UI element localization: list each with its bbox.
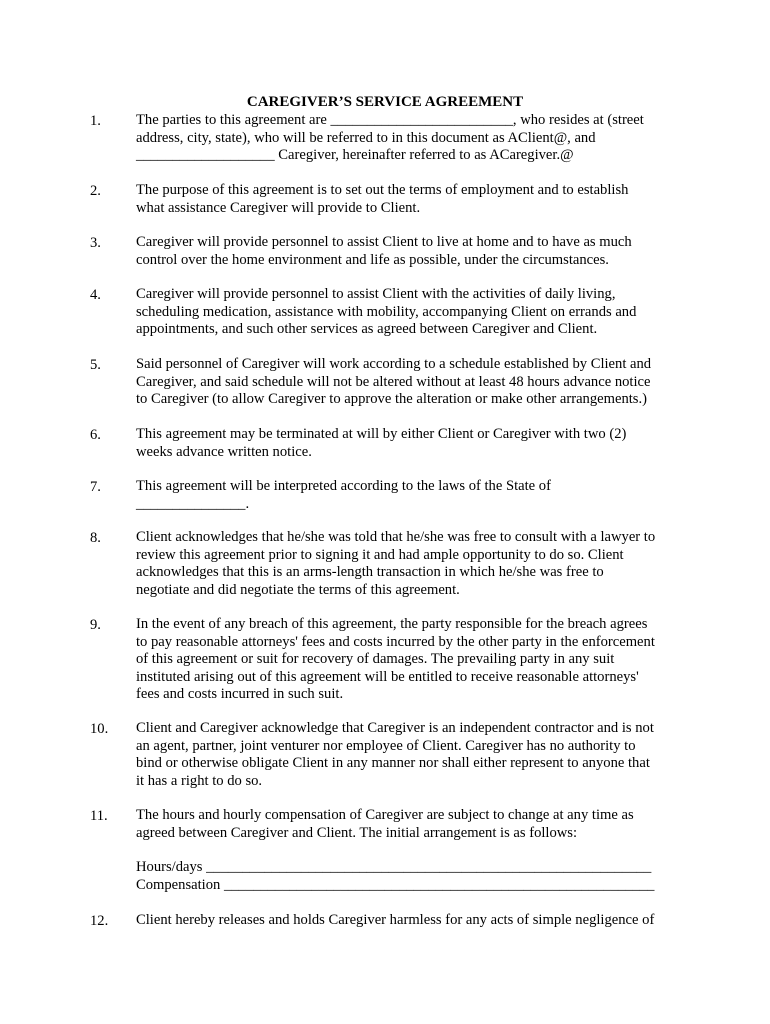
clause-line: appointments, and such other services as agreed between Caregiver and Client. <box>136 321 598 338</box>
clause-text <box>136 112 696 165</box>
clause-line: control over the home environment and life as possible, under the circumstances. <box>136 251 609 268</box>
clause-line: Client acknowledges that he/she was told that he/she was free to consult with a lawyer to <box>136 529 656 545</box>
clause-line: to pay reasonable attorneys' fees and costs incurred by the other party in the enforcement <box>136 633 655 650</box>
clause-number: 1. <box>90 113 101 129</box>
clause-text <box>136 234 696 269</box>
clause-text <box>136 616 696 704</box>
clause-line: agreed between Caregiver and Client. The initial arrangement is as follows: <box>136 824 578 841</box>
clause-line: This agreement may be terminated at will by either Client or Caregiver with two (2) <box>136 426 627 442</box>
clause-number: 6. <box>90 427 101 443</box>
clause-line: The parties to this agreement are _________________________, who resides at (street <box>136 112 644 128</box>
clause-line: negotiate and did negotiate the terms of this agreement. <box>136 581 460 598</box>
document-title: CAREGIVER’S SERVICE AGREEMENT <box>246 94 524 110</box>
clause-number: 3. <box>90 235 101 251</box>
clause-line: it has a right to do so. <box>136 772 263 789</box>
clause-text <box>136 529 696 599</box>
clause-line: fees and costs incurred in such suit. <box>136 686 344 703</box>
clause-line: The hours and hourly compensation of Caregiver are subject to change at any time as <box>136 807 634 823</box>
clause-text <box>136 807 696 842</box>
clause-text <box>136 720 696 790</box>
clause-line: Caregiver, and said schedule will not be altered without at least 48 hours advance notice <box>136 373 651 390</box>
clause-line: Caregiver will provide personnel to assist Client with the activities of daily living, <box>136 286 616 302</box>
hours-days-field[interactable]: Hours/days _____________________________________________________________ <box>136 859 652 875</box>
clause-text <box>136 356 696 409</box>
clause-text <box>136 478 696 513</box>
clause-line: weeks advance written notice. <box>136 443 312 460</box>
clause-line: scheduling medication, assistance with mobility, accompanying Client on errands and <box>136 303 637 320</box>
clause-text <box>136 286 696 339</box>
clause-line: an agent, partner, joint venturer nor employee of Client. Caregiver has no authority to <box>136 737 636 754</box>
clause-number: 2. <box>90 183 101 199</box>
compensation-field[interactable]: Compensation ___________________________________________________________ <box>136 876 655 893</box>
clause-number: 4. <box>90 287 101 303</box>
clause-line: The purpose of this agreement is to set out the terms of employment and to establish <box>136 182 629 198</box>
clause-line: instituted arising out of this agreement will be entitled to receive reasonable attorneys' <box>136 668 639 685</box>
clause-line: to Caregiver (to allow Caregiver to approve the alteration or make other arrangements.) <box>136 391 647 408</box>
clause-line: bind or otherwise obligate Client in any manner nor shall either represent to anyone that <box>136 755 650 772</box>
clause-line: review this agreement prior to signing it and had ample opportunity to do so. Client <box>136 546 624 563</box>
clause-line: acknowledges that this is an arms-length transaction in which he/she was free to <box>136 564 604 581</box>
clause-text <box>136 912 696 930</box>
clause-line: ___________________ Caregiver, hereinafter referred to as ACaregiver.@ <box>136 147 574 164</box>
clause-line: Client and Caregiver acknowledge that Caregiver is an independent contractor and is not <box>136 720 654 736</box>
clause-line: what assistance Caregiver will provide to Client. <box>136 199 421 216</box>
clause-number: 8. <box>90 530 101 546</box>
clause-line: In the event of any breach of this agreement, the party responsible for the breach agrees <box>136 616 648 632</box>
clause-line: This agreement will be interpreted according to the laws of the State of <box>136 478 551 494</box>
clause-line: address, city, state), who will be referred to in this document as AClient@, and <box>136 129 596 146</box>
clause-number: 11. <box>90 808 108 824</box>
clause-number: 5. <box>90 357 101 373</box>
clause-text <box>136 426 696 461</box>
clause-number: 12. <box>90 913 109 929</box>
clause-line: _______________. <box>136 495 250 512</box>
clause-line: of this agreement or suit for recovery of damages. The prevailing party in any suit <box>136 651 615 668</box>
clause-number: 10. <box>90 721 109 737</box>
clause-line: Client hereby releases and holds Caregiver harmless for any acts of simple negligence of <box>136 912 655 928</box>
clause-number: 7. <box>90 479 101 495</box>
clause-number: 9. <box>90 617 101 633</box>
clause-text <box>136 182 696 217</box>
clause-line: Caregiver will provide personnel to assist Client to live at home and to have as much <box>136 234 632 250</box>
clause-line: Said personnel of Caregiver will work according to a schedule established by Client and <box>136 356 652 372</box>
